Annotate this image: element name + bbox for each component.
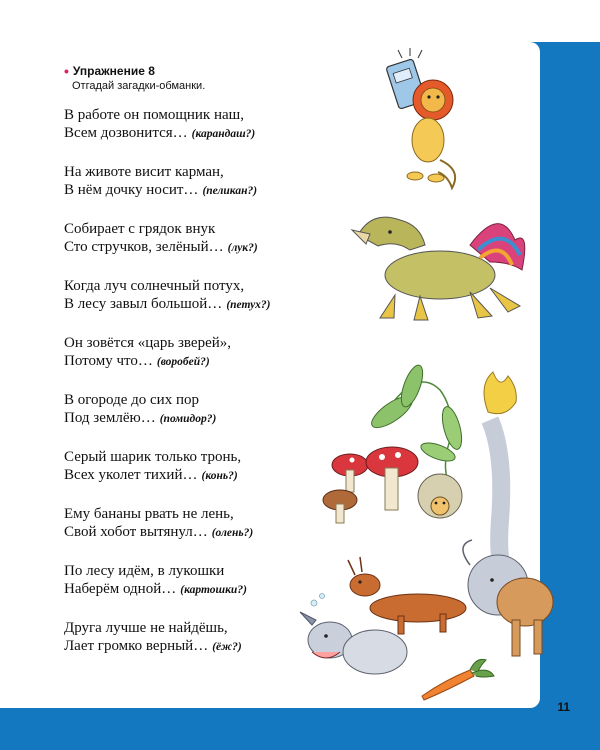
riddle-line-1: Друга лучше не найдёшь,: [64, 620, 228, 636]
riddle-line-1: По лесу идём, в лукошки: [64, 563, 225, 579]
riddle-item: [64, 505, 364, 542]
riddles-list: [64, 106, 364, 676]
riddle-answer: (конь?): [201, 470, 238, 482]
riddle-line-2-text: Наберём одной…: [64, 581, 177, 597]
riddle-line-2-text: Всех уколет тихий…: [64, 467, 198, 483]
riddle-answer: (карандаш?): [191, 128, 256, 140]
riddle-line-2-text: Свой хобот вытянул…: [64, 524, 208, 540]
riddle-line-2-text: Потому что…: [64, 353, 153, 369]
riddle-answer: (пеликан?): [202, 185, 258, 197]
riddle-item: [64, 277, 364, 314]
riddle-line-1: В огороде до сих пор: [64, 392, 199, 408]
riddle-answer: (помидор?): [159, 413, 217, 425]
riddle-line-2-text: Всем дозвонится…: [64, 125, 188, 141]
riddle-answer: (картошки?): [180, 584, 247, 596]
riddle-line-2: [64, 466, 364, 485]
riddle-answer: (петух?): [226, 299, 271, 311]
riddle-line-2-text: В лесу завыл большой…: [64, 296, 223, 312]
riddle-line-2: [64, 295, 364, 314]
exercise-title: [64, 64, 205, 78]
top-white-band: [0, 0, 600, 42]
riddle-item: [64, 163, 364, 200]
riddle-line-2-text: Под землёю…: [64, 410, 156, 426]
riddle-answer: (лук?): [227, 242, 258, 254]
riddle-line-1: Когда луч солнечный потух,: [64, 278, 245, 294]
riddle-item: [64, 220, 364, 257]
riddle-line-2-text: Лает громко верный…: [64, 638, 209, 654]
riddle-line-1: В работе он помощник наш,: [64, 107, 244, 123]
riddle-line-2: [64, 352, 364, 371]
riddle-line-2: [64, 409, 364, 428]
riddle-line-1: Ему бананы рвать не лень,: [64, 506, 234, 522]
riddle-item: [64, 562, 364, 599]
riddle-line-1: Он зовётся «царь зверей»,: [64, 335, 232, 351]
riddle-line-2: [64, 181, 364, 200]
riddle-answer: (ёж?): [212, 641, 242, 653]
riddle-line-2: [64, 637, 364, 656]
riddle-line-1: Серый шарик только тронь,: [64, 449, 242, 465]
page-number: 11: [557, 700, 570, 714]
riddle-item: [64, 619, 364, 656]
exercise-instruction: Отгадай загадки-обманки.: [72, 80, 206, 92]
riddle-answer: (воробей?): [156, 356, 210, 368]
riddle-line-2: [64, 580, 364, 599]
riddle-item: [64, 448, 364, 485]
riddle-line-2: [64, 523, 364, 542]
riddle-line-2: [64, 124, 364, 143]
riddle-line-2: [64, 238, 364, 257]
riddle-answer: (олень?): [211, 527, 254, 539]
riddle-line-2-text: Сто стручков, зелёный…: [64, 239, 224, 255]
riddle-line-2-text: В нём дочку носит…: [64, 182, 199, 198]
riddle-item: [64, 106, 364, 143]
exercise-header: [64, 64, 205, 92]
bullet-icon: •: [64, 63, 69, 79]
exercise-title-text: Упражнение 8: [72, 64, 155, 78]
riddle-line-1: Собирает с грядок внук: [64, 221, 216, 237]
riddle-item: [64, 391, 364, 428]
riddle-item: [64, 334, 364, 371]
riddle-line-1: На животе висит карман,: [64, 164, 224, 180]
